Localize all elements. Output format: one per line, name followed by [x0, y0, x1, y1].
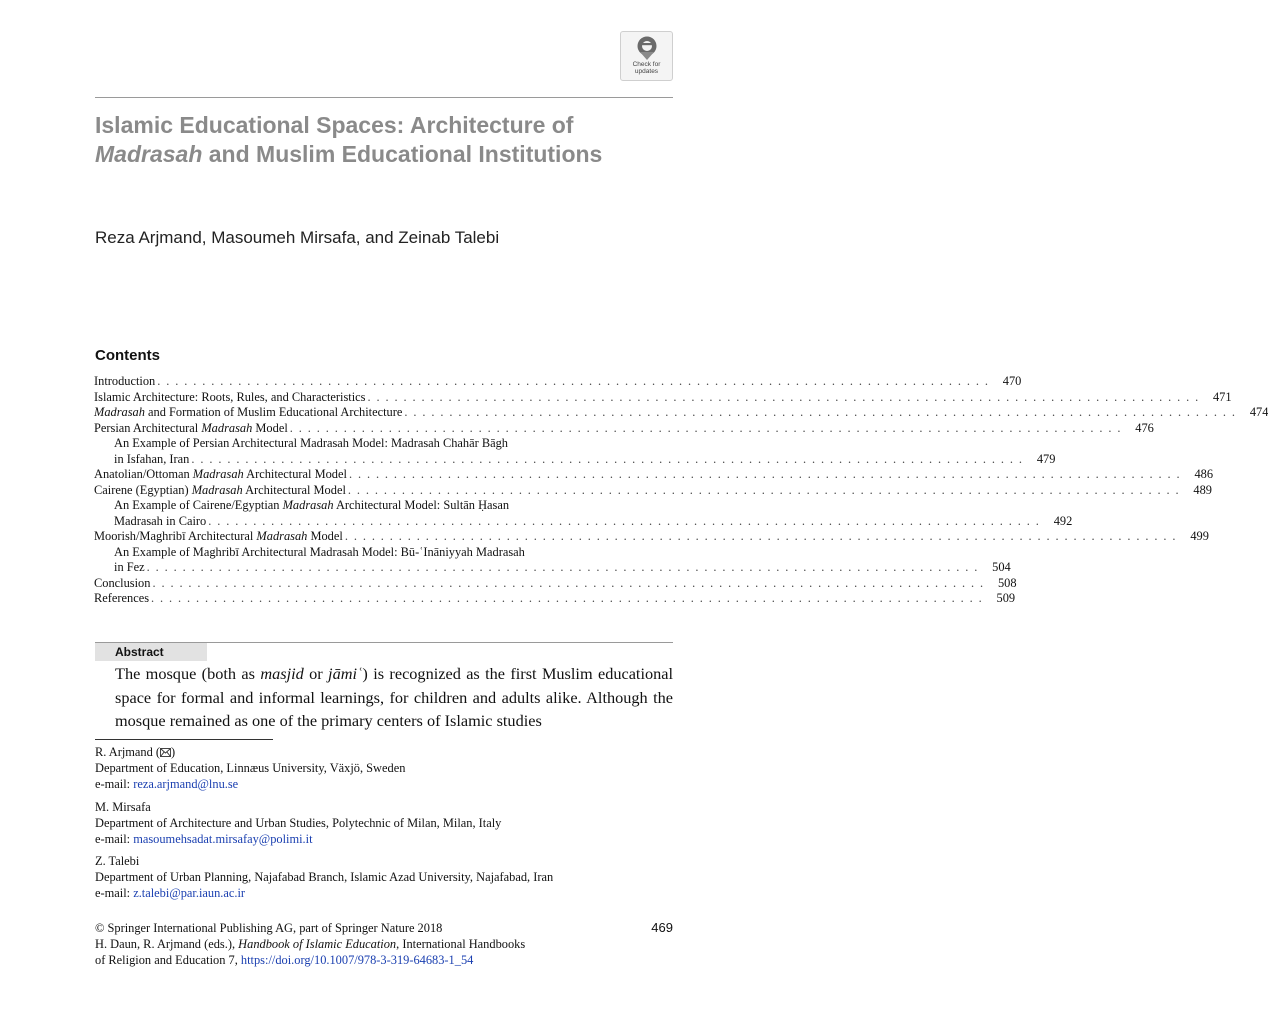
toc-entry[interactable] [94, 591, 1016, 607]
toc-entry[interactable] [94, 405, 1268, 421]
toc-entry-title: Moorish/Maghribī Architectural Madrasah Model [94, 529, 343, 543]
toc-page-number: 474 [1249, 405, 1268, 419]
toc-entry[interactable] [94, 498, 675, 514]
page-number: 469 [651, 920, 673, 935]
toc-entry[interactable] [94, 451, 1056, 468]
toc-leader-dots: . . . . . . . . . . . . . . . . . . . . . . . . . . . . . . . . . . . . . . . . . . . . . . . . . . . . . . . . . . . . . . . . . . . . . . . . . . . . . . . . . . . . . . . . . . . . . [191, 451, 1024, 466]
toc-entry-title: Introduction [94, 374, 156, 388]
arjmand-name-end: ) [171, 745, 176, 759]
badge-line1: Check for [632, 61, 661, 68]
toc-leader-dots: . . . . . . . . . . . . . . . . . . . . . . . . . . . . . . . . . . . . . . . . . . . . . . . . . . . . . . . . . . . . . . . . . . . . . . . . . . . . . . . . . . . . . . . . . . . . . [146, 560, 979, 574]
abstract-t2: or [303, 664, 329, 683]
toc-entry[interactable] [94, 389, 1232, 406]
toc-entry-title: Anatolian/Ottoman Madrasah Architectural Model [94, 467, 347, 481]
toc-entry-title: in Isfahan, Iran [114, 451, 190, 466]
toc-entry-title: in Fez [114, 560, 145, 574]
mirsafa-email-link[interactable]: masoumehsadat.mirsafay@polimi.it [133, 832, 313, 846]
copyright-line2-pre: H. Daun, R. Arjmand (eds.), [95, 937, 239, 951]
footnote-talebi [95, 853, 675, 901]
contents-heading: Contents [95, 347, 160, 364]
toc-entry-title: An Example of Cairene/Egyptian Madrasah Architectural Model: Sultān Ḥasan [114, 498, 510, 512]
badge-line2: updates [634, 68, 659, 75]
mirsafa-affiliation: Department of Architecture and Urban Studies, Polytechnic of Milan, Milan, Italy [95, 816, 502, 830]
talebi-affiliation: Department of Urban Planning, Najafabad Branch, Islamic Azad University, Najafabad, Iran [95, 870, 554, 884]
toc-leader-dots: . . . . . . . . . . . . . . . . . . . . . . . . . . . . . . . . . . . . . . . . . . . . . . . . . . . . . . . . . . . . . . . . . . . . . . . . . . . . . . . . . . . . . . . . . . . . . [152, 575, 985, 590]
toc-entry-title: Persian Architectural Madrasah Model [94, 420, 288, 435]
mirsafa-name: M. Mirsafa [95, 800, 151, 814]
authors: Reza Arjmand, Masoumeh Mirsafa, and Zeinab Talebi [95, 228, 500, 247]
toc-leader-dots: . . . . . . . . . . . . . . . . . . . . . . . . . . . . . . . . . . . . . . . . . . . . . . . . . . . . . . . . . . . . . . . . . . . . . . . . . . . . . . . . . . . . . . . . . . . . . [404, 405, 1237, 419]
toc-entry[interactable] [94, 467, 1214, 483]
toc-entry-title: Madrasah in Cairo [114, 513, 207, 528]
toc-entry-title: Islamic Architecture: Roots, Rules, and Characteristics [94, 389, 366, 404]
toc-entry[interactable] [94, 420, 1154, 437]
arjmand-name: R. Arjmand ( [95, 745, 161, 759]
toc-entry-title: An Example of Persian Architectural Madrasah Model: Madrasah Chahār Bāgh [114, 436, 508, 450]
envelope-icon[interactable] [160, 748, 171, 757]
toc-page-number: 479 [1036, 451, 1056, 466]
toc-leader-dots: . . . . . . . . . . . . . . . . . . . . . . . . . . . . . . . . . . . . . . . . . . . . . . . . . . . . . . . . . . . . . . . . . . . . . . . . . . . . . . . . . . . . . . . . . . . . . [157, 374, 990, 388]
toc-entry[interactable] [94, 482, 1212, 499]
toc-entry[interactable] [94, 513, 1073, 530]
footnote-rule [95, 739, 273, 740]
title-part1: Islamic Educational Spaces: Architecture of [95, 112, 574, 138]
toc-entry-title: Conclusion [94, 575, 151, 590]
toc-page-number: 499 [1190, 529, 1209, 543]
handbook-title: Handbook of Islamic Education [238, 937, 397, 951]
toc-page-number: 486 [1194, 467, 1214, 481]
toc-entry[interactable] [94, 374, 1022, 390]
abstract-text [115, 662, 673, 733]
toc-entry-title: An Example of Maghribī Architectural Madrasah Model: Bū-ʿInāniyyah Madrasah [114, 544, 525, 559]
toc-page-number: 470 [1002, 374, 1022, 388]
talebi-name: Z. Talebi [95, 854, 140, 868]
toc-leader-dots: . . . . . . . . . . . . . . . . . . . . . . . . . . . . . . . . . . . . . . . . . . . . . . . . . . . . . . . . . . . . . . . . . . . . . . . . . . . . . . . . . . . . . . . . . . . . . [344, 529, 1177, 543]
toc-page-number: 489 [1193, 482, 1212, 497]
check-for-updates-badge[interactable] [620, 31, 673, 81]
chapter-title [95, 111, 673, 169]
arjmand-email-link[interactable]: reza.arjmand@lnu.se [133, 777, 239, 791]
toc-leader-dots: . . . . . . . . . . . . . . . . . . . . . . . . . . . . . . . . . . . . . . . . . . . . . . . . . . . . . . . . . . . . . . . . . . . . . . . . . . . . . . . . . . . . . . . . . . . . . [347, 482, 1180, 497]
abstract-label: Abstract [95, 643, 207, 661]
talebi-email-label: e-mail: [95, 886, 134, 900]
title-italic: Madrasah [95, 141, 203, 167]
toc-page-number: 508 [997, 575, 1017, 590]
toc-entry[interactable] [94, 560, 1011, 576]
toc-leader-dots: . . . . . . . . . . . . . . . . . . . . . . . . . . . . . . . . . . . . . . . . . . . . . . . . . . . . . . . . . . . . . . . . . . . . . . . . . . . . . . . . . . . . . . . . . . . . . [367, 389, 1200, 404]
toc-page-number: 471 [1212, 389, 1232, 404]
abstract-i1: masjid [260, 664, 304, 683]
toc-entry-title: References [94, 591, 150, 605]
abstract-t1: The mosque (both as [115, 664, 261, 683]
crossmark-icon [635, 35, 659, 61]
talebi-email-link[interactable]: z.talebi@par.iaun.ac.ir [133, 886, 246, 900]
copyright-line2-post: , International Handbooks [396, 937, 526, 951]
mirsafa-email-label: e-mail: [95, 832, 134, 846]
toc-entry[interactable] [94, 436, 675, 452]
toc-entry[interactable] [94, 529, 1209, 545]
title-part2: and Muslim Educational Institutions [202, 141, 603, 167]
copyright-line1: © Springer International Publishing AG, part of Springer Nature 2018 [95, 921, 443, 935]
title-top-rule [95, 97, 673, 98]
arjmand-affiliation: Department of Education, Linnæus University, Växjö, Sweden [95, 761, 406, 775]
abstract-i2: jāmiʿ [328, 664, 363, 683]
toc-page-number: 492 [1053, 513, 1073, 528]
toc-page-number: 509 [996, 591, 1016, 605]
abstract-t3: ) is recognized as the first Muslim educational space for formal and informal learnings, for children and adults alike. Although the mosque remained as one of the primary centers of Islamic studies [115, 664, 674, 730]
doi-link[interactable]: https://doi.org/10.1007/978-3-319-64683-1_54 [240, 953, 474, 967]
toc-entry[interactable] [94, 545, 675, 561]
toc-leader-dots: . . . . . . . . . . . . . . . . . . . . . . . . . . . . . . . . . . . . . . . . . . . . . . . . . . . . . . . . . . . . . . . . . . . . . . . . . . . . . . . . . . . . . . . . . . . . . [348, 467, 1182, 481]
toc-leader-dots: . . . . . . . . . . . . . . . . . . . . . . . . . . . . . . . . . . . . . . . . . . . . . . . . . . . . . . . . . . . . . . . . . . . . . . . . . . . . . . . . . . . . . . . . . . . . . [208, 513, 1041, 528]
toc-leader-dots: . . . . . . . . . . . . . . . . . . . . . . . . . . . . . . . . . . . . . . . . . . . . . . . . . . . . . . . . . . . . . . . . . . . . . . . . . . . . . . . . . . . . . . . . . . . . . [151, 591, 984, 605]
copyright-line3-pre: of Religion and Education 7, [95, 953, 241, 967]
toc-leader-dots: . . . . . . . . . . . . . . . . . . . . . . . . . . . . . . . . . . . . . . . . . . . . . . . . . . . . . . . . . . . . . . . . . . . . . . . . . . . . . . . . . . . . . . . . . . . . . [289, 420, 1122, 435]
toc-entry-title: Madrasah and Formation of Muslim Educational Architecture [94, 405, 403, 419]
toc-entry-title: Cairene (Egyptian) Madrasah Architectural Model [94, 482, 346, 497]
table-of-contents [94, 374, 1268, 607]
toc-entry[interactable] [94, 575, 1017, 592]
toc-page-number: 504 [992, 560, 1011, 574]
arjmand-email-label: e-mail: [95, 777, 134, 791]
footnote-arjmand [95, 744, 675, 792]
toc-page-number: 476 [1135, 420, 1154, 435]
footnote-mirsafa [95, 799, 675, 847]
copyright-block [95, 920, 655, 968]
